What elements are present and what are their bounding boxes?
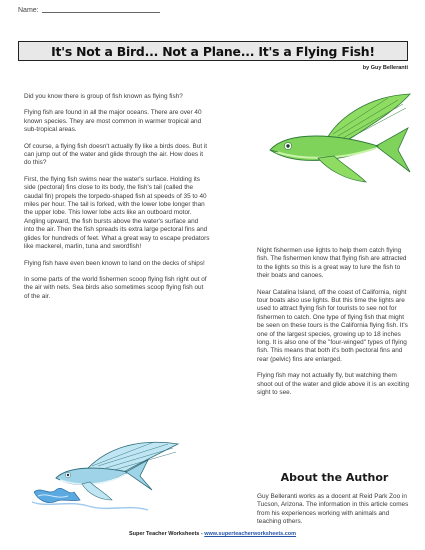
name-underline bbox=[42, 12, 160, 13]
name-field bbox=[18, 7, 160, 14]
footer-separator: - bbox=[199, 531, 205, 537]
name-label: Name: bbox=[18, 7, 39, 14]
paragraph: Flying fish have even been known to land on the decks of ships! bbox=[24, 259, 205, 267]
paragraph: In some parts of the world fishermen scoop flying fish right out of the air with nets. Sea birds also sometimes scoop flying fish out of the air. bbox=[24, 275, 207, 300]
footer-brand: Super Teacher Worksheets bbox=[128, 531, 200, 537]
paragraph: Flying fish are found in all the major oceans. There are over 40 known species. They are most common in warmer tropical and sub-tropical areas. bbox=[24, 109, 202, 134]
left-column bbox=[24, 93, 210, 309]
byline: by Guy Belleranti bbox=[362, 65, 408, 71]
gliding-fish-over-water-illustration bbox=[28, 430, 183, 518]
paragraph: First, the flying fish swims near the water's surface. Holding its side (pectoral) fins close to its body, the fish's tail (called the caudal fin) propels the torpedo-shaped fish at speeds of 35 to 40 miles per hour. The tail is forked, with the lower lobe longer than the upper lobe. This lower lobe acts like an outboard motor. Angling upward, the fish bursts above the water's surface and into the air. Then the fish spreads its extra large pectoral fins and glides for hundreds of feet. What a great way to escape predators like mackerel, marlin, tuna and swordfish! bbox=[24, 175, 210, 251]
paragraph: Night fishermen use lights to help them catch flying fish. The fishermen know that flying fish are attracted to the lights so this is a great way to lure the fish to their boats and canoes. bbox=[257, 247, 407, 280]
paragraph: Near Catalina Island, off the coast of California, night tour boats also use lights. But this time the lights are used to attract flying fish for tourists to see not for fishermen to catch. One type of flying fish that might be seen on these tours is the California flying fish. It's one of the largest species, growing up to 18 inches long. It is also one of the "four-winged" types of flying fish. This means that both it's both pectoral fins and rear (pelvic) fins are enlarged. bbox=[257, 288, 408, 363]
article-title: It's Not a Bird... Not a Plane... It's a Flying Fish! bbox=[51, 43, 375, 59]
title-banner bbox=[18, 41, 408, 61]
paragraph: Flying fish may not actually fly, but watching them shoot out of the water and glide above it is an exciting sight to see. bbox=[257, 372, 410, 397]
paragraph: Did you know there is group of fish known as flying fish? bbox=[24, 93, 183, 100]
paragraph: Of course, a flying fish doesn't actually fly like a birds does. But it can jump out of the water and glide through the air. How does it do this? bbox=[24, 142, 208, 167]
flying-fish-illustration bbox=[248, 88, 416, 188]
right-column bbox=[257, 247, 412, 406]
footer-url-link[interactable]: www.superteacherworksheets.com bbox=[204, 531, 297, 537]
footer bbox=[0, 531, 425, 537]
about-author-text: Guy Belleranti works as a docent at Reid Park Zoo in Tucson, Arizona. The information in this article comes from his experiences working with animals and teaching others. bbox=[257, 493, 409, 526]
about-author-heading: About the Author bbox=[280, 471, 389, 484]
